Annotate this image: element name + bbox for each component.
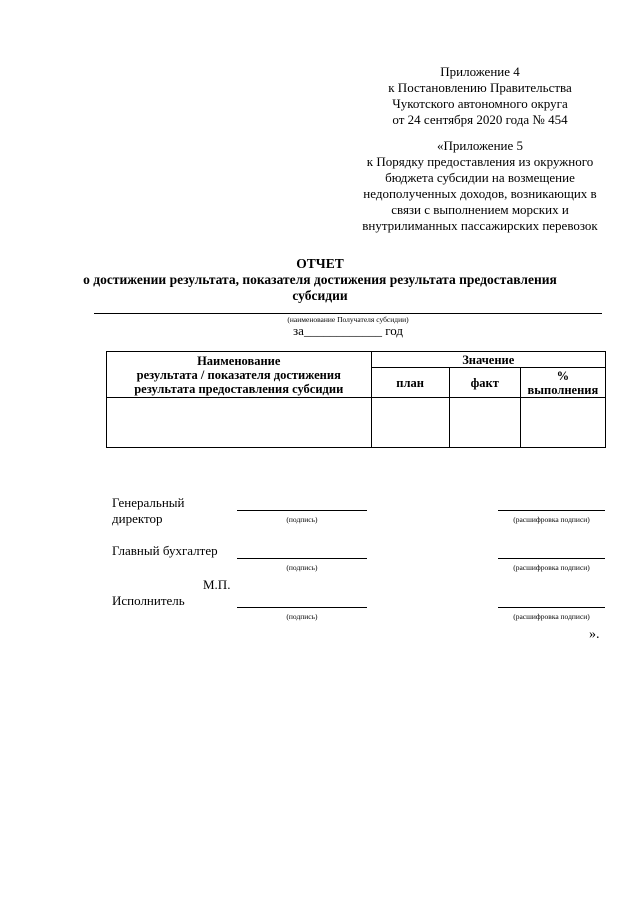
executor-signature-caption: (подпись) xyxy=(286,612,318,621)
plan-column-header: план xyxy=(371,368,449,398)
director-label-line2: директор xyxy=(112,511,163,526)
percent-column-header xyxy=(520,368,605,398)
director-label xyxy=(112,495,184,527)
table-cell-name[interactable] xyxy=(107,398,372,448)
name-header-line: результата / показателя достижения xyxy=(136,367,341,382)
sub-appendix-line: недополученных доходов, возникающих в xyxy=(363,186,597,201)
executor-signature-line[interactable] xyxy=(237,607,367,608)
executor-decode-caption: (расшифровка подписи) xyxy=(513,612,590,621)
accountant-decode-caption: (расшифровка подписи) xyxy=(513,563,590,572)
appendix-header xyxy=(330,64,630,128)
period-prefix: за xyxy=(293,323,304,338)
report-period xyxy=(0,323,640,339)
table-cell-plan[interactable] xyxy=(371,398,449,448)
executor-label: Исполнитель xyxy=(112,593,185,608)
table-row xyxy=(107,398,606,448)
sub-appendix-line: внутрилиманных пассажирских перевозок xyxy=(362,218,598,233)
report-title xyxy=(0,256,640,304)
appendix-line: к Постановлению Правительства xyxy=(388,80,572,95)
appendix-line: от 24 сентября 2020 года № 454 xyxy=(392,112,568,127)
stamp-placeholder: М.П. xyxy=(203,577,231,592)
accountant-label: Главный бухгалтер xyxy=(112,543,218,558)
name-column-header xyxy=(107,352,372,398)
accountant-decode-line[interactable] xyxy=(498,558,605,559)
name-header-line: Наименование xyxy=(197,353,281,368)
sub-appendix-line: бюджета субсидии на возмещение xyxy=(385,170,575,185)
sub-appendix-line: к Порядку предоставления из окружного xyxy=(366,154,594,169)
name-header-line: результата предоставления субсидии xyxy=(134,381,344,396)
sub-appendix-header xyxy=(330,138,630,234)
director-decode-line[interactable] xyxy=(498,510,605,511)
director-label-line1: Генеральный xyxy=(112,495,185,510)
director-decode-caption: (расшифровка подписи) xyxy=(513,515,590,524)
percent-sign: % xyxy=(556,368,570,383)
report-table xyxy=(106,351,606,448)
period-suffix: год xyxy=(385,323,403,338)
report-subtitle-line1: о достижении результата, показателя достижения результата предоставления xyxy=(83,272,557,287)
recipient-caption: (наименование Получателя субсидии) xyxy=(287,315,409,324)
accountant-signature-caption: (подпись) xyxy=(286,563,318,572)
table-cell-fact[interactable] xyxy=(449,398,520,448)
executor-decode-line[interactable] xyxy=(498,607,605,608)
recipient-name-line xyxy=(94,313,602,314)
fact-column-header: факт xyxy=(449,368,520,398)
value-column-header: Значение xyxy=(371,352,605,368)
percent-label: выполнения xyxy=(527,382,599,397)
period-blank: ____________ xyxy=(303,323,382,338)
director-signature-caption: (подпись) xyxy=(286,515,318,524)
sub-appendix-line: связи с выполнением морских и xyxy=(391,202,569,217)
accountant-signature-line[interactable] xyxy=(237,558,367,559)
appendix-line: Приложение 4 xyxy=(440,64,520,79)
report-subtitle-line2: субсидии xyxy=(292,288,348,303)
report-heading: ОТЧЕТ xyxy=(296,256,344,271)
sub-appendix-line: «Приложение 5 xyxy=(436,138,524,153)
director-signature-line[interactable] xyxy=(237,510,367,511)
closing-mark: ». xyxy=(589,627,600,642)
appendix-line: Чукотского автономного округа xyxy=(392,96,568,111)
table-cell-percent[interactable] xyxy=(520,398,605,448)
